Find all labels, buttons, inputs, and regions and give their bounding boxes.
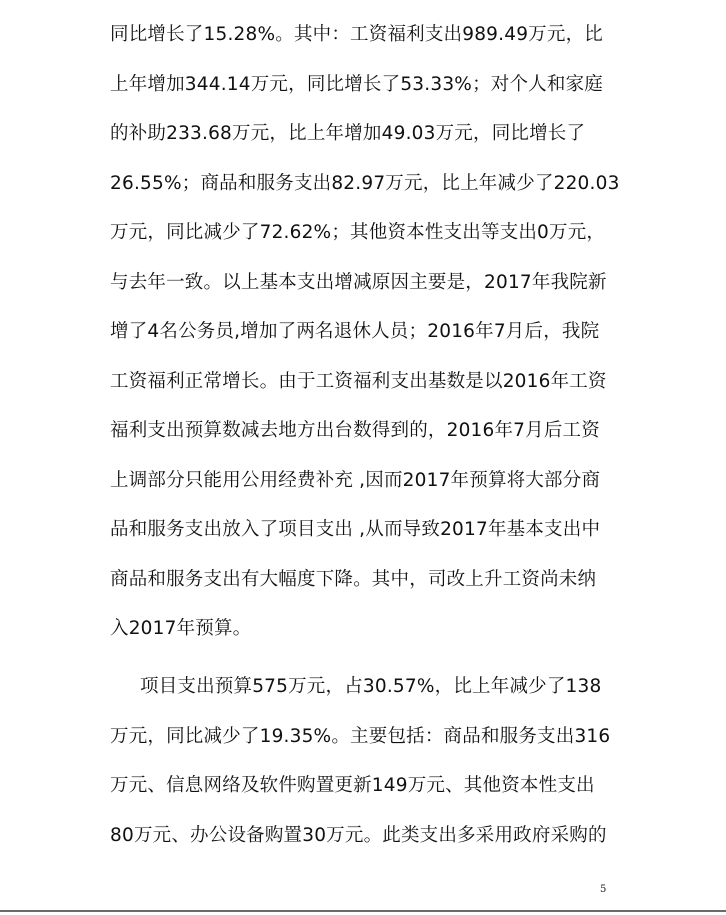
bottom-divider <box>0 910 726 912</box>
text-line: 同比增长了15.28%。其中：工资福利支出989.49万元，比 <box>110 24 603 45</box>
paragraph-basic-expenditure <box>110 10 630 654</box>
text-line: 万元，同比减少了72.62%；其他资本性支出等支出0万元， <box>110 222 606 243</box>
text-line: 工资福利正常增长。由于工资福利支出基数是以2016年工资 <box>110 370 607 392</box>
text-line: 与去年一致。以上基本支出增减原因主要是，2017年我院新 <box>110 271 607 293</box>
page-number: 5 <box>600 884 607 895</box>
text-line: 增了4名公务员,增加了两名退休人员；2016年7月后，我院 <box>110 321 600 342</box>
text-line: 入2017年预算。 <box>110 618 252 639</box>
text-line: 品和服务支出放入了项目支出 ,从而导致2017年基本支出中 <box>110 519 601 540</box>
text-line: 80万元、办公设备购置30万元。此类支出多采用政府采购的 <box>110 824 607 846</box>
text-line: 万元，同比减少了19.35%。主要包括：商品和服务支出316 <box>110 725 611 747</box>
paragraph-project-expenditure <box>110 662 630 860</box>
text-line: 26.55%；商品和服务支出82.97万元，比上年减少了220.03 <box>110 172 620 194</box>
text-line: 福利支出预算数减去地方出台数得到的，2016年7月后工资 <box>110 420 600 441</box>
text-line: 商品和服务支出有大幅度下降。其中，司改上升工资尚未纳 <box>110 568 597 590</box>
text-line: 的补助233.68万元，比上年增加49.03万元，同比增长了 <box>110 123 586 144</box>
text-line: 上年增加344.14万元，同比增长了53.33%；对个人和家庭 <box>110 73 603 95</box>
text-line: 项目支出预算575万元，占30.57%，比上年减少了138 <box>140 676 602 697</box>
text-line: 上调部分只能用公用经费补充 ,因而2017年预算将大部分商 <box>110 469 601 491</box>
text-line: 万元、信息网络及软件购置更新149万元、其他资本性支出 <box>110 775 595 796</box>
